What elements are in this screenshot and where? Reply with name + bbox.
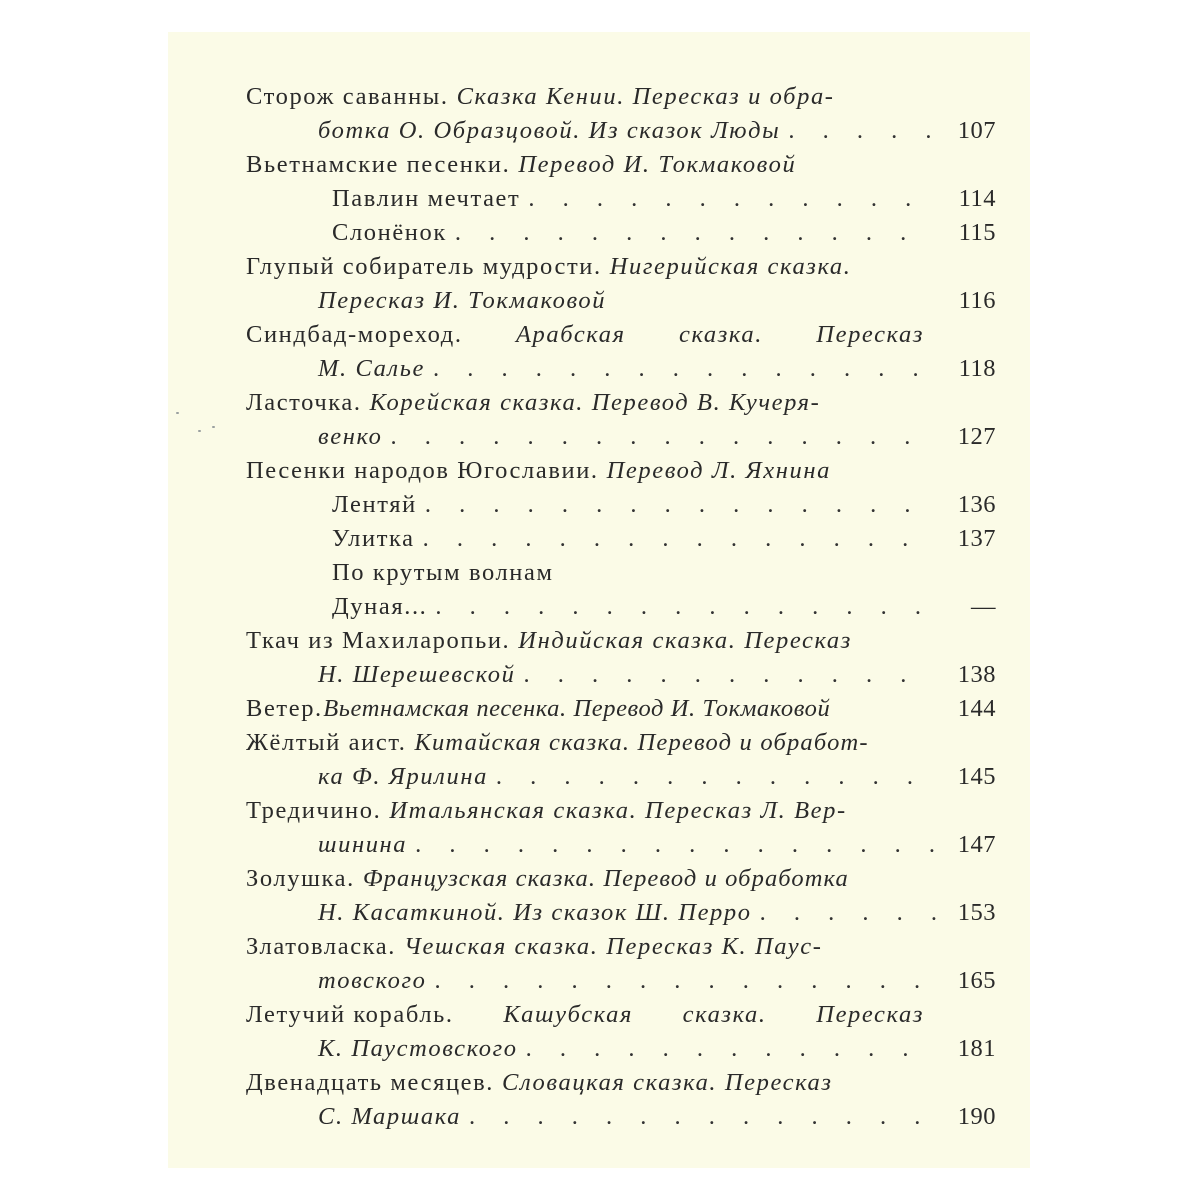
toc-line xyxy=(246,284,996,318)
entry-title: Двенадцать месяцев. xyxy=(246,1069,495,1096)
entry-title: Глупый собиратель мудрости. xyxy=(246,253,602,280)
entry-note: Пересказ И. Токмаковой xyxy=(318,287,607,314)
leader-dots xyxy=(760,896,936,930)
entry-title: Песенки народов Югославии. xyxy=(246,457,599,484)
entry-note: товского xyxy=(318,967,427,994)
entry-note: Пересказ xyxy=(816,1001,924,1028)
toc-line xyxy=(246,1066,996,1100)
entry-title: Златовласка. xyxy=(246,933,397,960)
entry-title: Ласточка. xyxy=(246,389,362,416)
page-number: 137 xyxy=(957,525,996,552)
entry-note: С. Маршака xyxy=(318,1103,461,1130)
toc-line xyxy=(246,216,996,250)
toc-line xyxy=(246,624,996,658)
leader-dots xyxy=(455,216,936,250)
entry-title: Золушка. xyxy=(246,865,355,892)
toc-line xyxy=(246,862,996,896)
toc-line xyxy=(246,726,996,760)
print-speck xyxy=(212,426,215,428)
entry-title: Ветер. xyxy=(246,695,323,722)
entry-note: Словацкая сказка. Пересказ xyxy=(502,1069,833,1096)
page-number: 138 xyxy=(957,661,996,688)
leader-dots xyxy=(523,658,936,692)
entry-note: Итальянская сказка. Пересказ Л. Вер- xyxy=(389,797,847,824)
toc-line xyxy=(246,658,996,692)
entry-note: сказка. xyxy=(678,321,763,348)
leader-dots xyxy=(425,488,936,522)
toc-line xyxy=(246,1032,996,1066)
toc-line xyxy=(246,896,996,930)
toc-line xyxy=(246,454,996,488)
entry-note: Корейская сказка. Перевод В. Кучеря- xyxy=(369,389,821,416)
entry-note: Нигерийская сказка. xyxy=(609,253,852,280)
leader-dots xyxy=(788,114,936,148)
entry-note: Индийская сказка. Пересказ xyxy=(518,627,852,654)
entry-note: Чешская сказка. Пересказ К. Паус- xyxy=(404,933,823,960)
leader-dots xyxy=(469,1100,936,1134)
toc-line xyxy=(246,828,996,862)
toc-line xyxy=(246,488,996,522)
sub-entry-title: Слонёнок xyxy=(332,219,447,246)
sub-entry-title: По крутым волнам xyxy=(332,559,554,586)
entry-note: Н. Касаткиной. Из сказок Ш. Перро xyxy=(318,899,752,926)
entry-note: Французская сказка. Перевод и обработка xyxy=(362,865,849,892)
leader-dots xyxy=(526,1032,936,1066)
page-number: 107 xyxy=(957,117,996,144)
toc-line xyxy=(246,590,996,624)
entry-note: М. Салье xyxy=(318,355,425,382)
entry-note: Сказка Кении. Пересказ и обра- xyxy=(456,83,835,110)
entry-note: ка Ф. Ярилина xyxy=(318,763,488,790)
leader-dots xyxy=(415,828,936,862)
entry-title: Ткач из Махиларопьи. xyxy=(246,627,511,654)
toc-line xyxy=(246,250,996,284)
entry-note: Вьетнамская песенка. Перевод И. Токмаковой xyxy=(323,695,831,722)
leader-dots xyxy=(390,420,936,454)
toc-line xyxy=(246,964,996,998)
entry-note: К. Паустовского xyxy=(318,1035,518,1062)
toc-line xyxy=(246,794,996,828)
toc-line xyxy=(246,420,996,454)
leader-dots xyxy=(496,760,936,794)
entry-title: Жёлтый аист. xyxy=(246,729,407,756)
page-number: 145 xyxy=(957,763,996,790)
toc-line xyxy=(246,80,996,114)
page-number: 127 xyxy=(957,423,996,450)
entry-title: Синдбад-мореход. xyxy=(246,321,463,348)
toc-line xyxy=(246,556,996,590)
page-number: 115 xyxy=(958,219,996,246)
entry-title: Сторож саванны. xyxy=(246,83,449,110)
entry-note: Китайская сказка. Перевод и обработ- xyxy=(414,729,869,756)
toc-line xyxy=(246,148,996,182)
page-number: 190 xyxy=(957,1103,996,1130)
entry-title: Тредичино. xyxy=(246,797,382,824)
page-number: 116 xyxy=(958,287,996,314)
print-speck xyxy=(198,430,201,432)
page-number: 136 xyxy=(957,491,996,518)
entry-note: Н. Шерешевской xyxy=(318,661,516,688)
leader-dots xyxy=(433,352,936,386)
entry-note: Перевод И. Токмаковой xyxy=(518,151,797,178)
toc-line xyxy=(246,1100,996,1134)
entry-note: Кашубская xyxy=(503,1001,633,1028)
entry-note: ботка О. Образцовой. Из сказок Люды xyxy=(318,117,781,144)
leader-dots xyxy=(435,964,936,998)
toc-line xyxy=(246,760,996,794)
page-number: 165 xyxy=(957,967,996,994)
toc-line xyxy=(246,930,996,964)
page-number: 114 xyxy=(958,185,996,212)
table-of-contents xyxy=(246,80,996,1134)
toc-line xyxy=(246,692,996,726)
page-number: — xyxy=(971,593,996,620)
page-number: 153 xyxy=(957,899,996,926)
leader-dots xyxy=(423,522,936,556)
entry-note: венко xyxy=(318,423,383,450)
sub-entry-title: Лентяй xyxy=(332,491,417,518)
toc-line xyxy=(246,522,996,556)
toc-line xyxy=(246,318,996,352)
entry-title: Вьетнамские песенки. xyxy=(246,151,511,178)
toc-line xyxy=(246,386,996,420)
entry-note: Пересказ xyxy=(816,321,924,348)
toc-line xyxy=(246,182,996,216)
print-speck xyxy=(176,412,179,414)
leader-dots xyxy=(528,182,936,216)
sub-entry-title: Улитка xyxy=(332,525,415,552)
entry-note: сказка. xyxy=(682,1001,767,1028)
page-number: 118 xyxy=(958,355,996,382)
toc-line xyxy=(246,352,996,386)
entry-note: Перевод Л. Яхнина xyxy=(606,457,831,484)
page-number: 144 xyxy=(957,695,996,722)
page-number: 147 xyxy=(957,831,996,858)
entry-title: Летучий корабль. xyxy=(246,1001,454,1028)
toc-line xyxy=(246,998,996,1032)
sub-entry-title: Павлин мечтает xyxy=(332,185,521,212)
entry-note: шинина xyxy=(318,831,408,858)
toc-line xyxy=(246,114,996,148)
entry-note: Арабская xyxy=(515,321,626,348)
page-number: 181 xyxy=(957,1035,996,1062)
leader-dots xyxy=(435,590,936,624)
sub-entry-title: Дуная... xyxy=(332,593,428,620)
